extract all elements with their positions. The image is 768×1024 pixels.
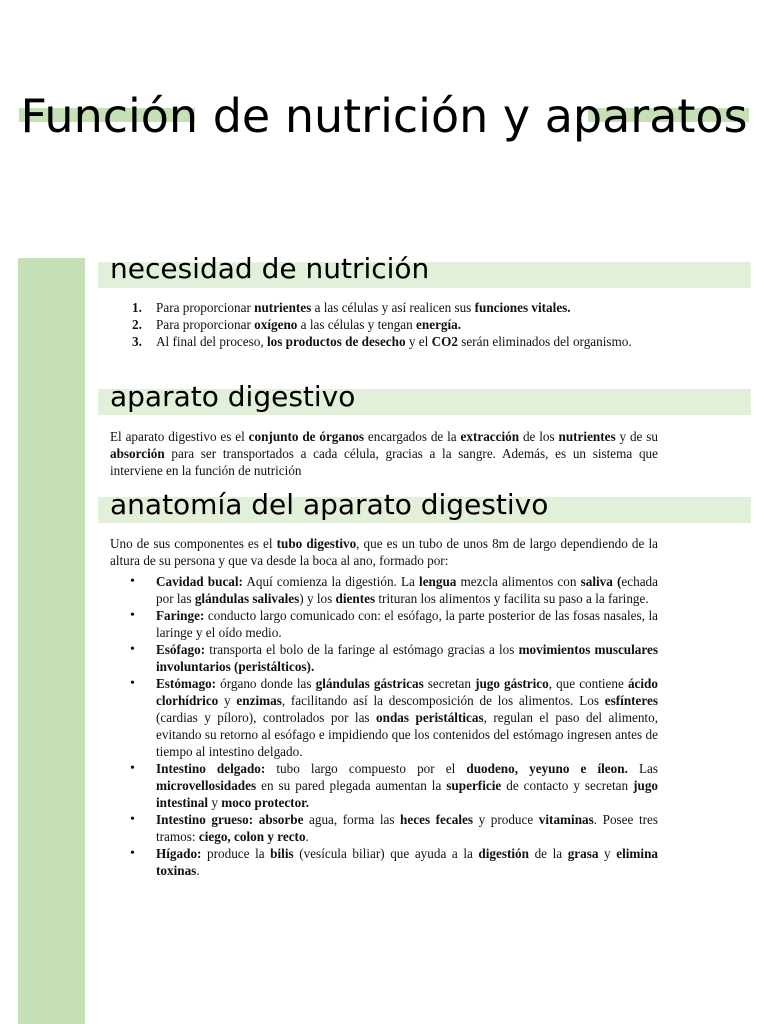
text-run: y de su: [615, 429, 658, 444]
bold-text: Esófago:: [156, 642, 206, 657]
bold-text: vitaminas: [538, 812, 594, 827]
text-run: órgano donde las: [216, 676, 316, 691]
bold-text: ondas peristálticas: [376, 710, 484, 725]
list-item: 2. Para proporcionar oxígeno a las células y tengan energía.: [132, 317, 462, 332]
text-run: El aparato digestivo es el: [110, 429, 249, 444]
bold-text: glándulas salivales: [194, 591, 300, 606]
bold-text: Faringe:: [156, 608, 205, 623]
nutrition-needs-list: [110, 299, 658, 350]
bold-text: conjunto de órganos: [248, 429, 365, 444]
section-2-heading: aparato digestivo: [110, 380, 356, 413]
bold-text: jugo intestinal: [156, 778, 659, 810]
bold-text: moco protector.: [221, 795, 310, 810]
bold-text: esfínteres: [604, 693, 659, 708]
bold-text: duodeno, yeyuno e íleon.: [466, 761, 628, 776]
text-run: . Posee tres tramos:: [156, 812, 659, 844]
text-run: .: [196, 863, 200, 878]
text-run: (vesícula biliar) que ayuda a la: [293, 846, 479, 861]
list-item: [110, 675, 658, 760]
text-run: Para proporcionar: [156, 317, 255, 332]
list-item: [110, 641, 658, 675]
text-run: a las células y tengan: [297, 317, 417, 332]
text-run: para ser transportados a cada célula, gracias a la sangre. Además, es un sistema que interviene en la función de nutrición: [110, 446, 658, 478]
text-run: ) y los: [299, 591, 336, 606]
text-run: mezcla alimentos con: [456, 574, 581, 589]
text-run: encargados de la: [364, 429, 461, 444]
bold-text: elimina toxinas: [156, 846, 658, 878]
text-run: .: [305, 829, 309, 844]
bold-text: Intestino delgado:: [156, 761, 266, 776]
text-run: (cardias y píloro), controlados por las: [156, 710, 377, 725]
bold-text: Estómago:: [156, 676, 217, 691]
text-run: y produce: [473, 812, 539, 827]
text-run: agua, forma las: [303, 812, 401, 827]
text-run: y: [218, 693, 237, 708]
bold-text: absorción: [110, 446, 165, 461]
section-3-heading: anatomía del aparato digestivo: [110, 488, 549, 521]
bold-text: grasa: [567, 846, 599, 861]
bold-text: superficie: [446, 778, 502, 793]
list-item: [110, 845, 658, 879]
section-1-heading: necesidad de nutrición: [110, 252, 430, 285]
text-run: y el: [405, 334, 432, 349]
bold-text: enzimas: [236, 693, 282, 708]
text-run: Al final del proceso,: [156, 334, 267, 349]
text-run: a las células y así realicen sus: [311, 300, 475, 315]
bold-text: bilis: [270, 846, 294, 861]
list-item: [110, 811, 658, 845]
bold-text: Intestino grueso: absorbe: [156, 812, 304, 827]
text-run: conducto largo comunicado con: el esófago, la parte posterior de las fosas nasales, la laringe y el oído medio.: [156, 608, 658, 640]
left-accent-bar: [18, 258, 85, 1024]
bold-text: nutrientes: [558, 429, 616, 444]
bold-text: Hígado:: [156, 846, 202, 861]
list-item: 3. Al final del proceso, los productos de desecho y el CO2 serán eliminados del organismo.: [132, 334, 632, 349]
bold-text: funciones vitales.: [474, 300, 571, 315]
text-run: y: [598, 846, 617, 861]
bold-text: lengua: [419, 574, 457, 589]
section-2-paragraph: [110, 428, 658, 479]
text-run: , regulan el paso del alimento, evitando su retorno al esófago e impidiendo que los contenidos del estómago ingresen antes de tiempo al intestino delgado.: [156, 710, 658, 759]
bold-text: CO2: [431, 334, 458, 349]
text-run: echada por las: [156, 574, 658, 606]
bold-text: saliva (: [580, 574, 622, 589]
text-run: trituran los alimentos y facilita su paso a la faringe.: [375, 591, 649, 606]
text-run: Uno de sus componentes es el: [110, 536, 277, 551]
section-2-content: [110, 428, 658, 479]
bold-text: heces fecales: [400, 812, 473, 827]
bold-text: movimientos musculares involuntarios (peristálticos).: [156, 642, 659, 674]
bold-text: digestión: [478, 846, 529, 861]
list-item: 1. Para proporcionar nutrientes a las células y así realicen sus funciones vitales.: [132, 300, 571, 315]
text-run: Aquí comienza la digestión. La: [242, 574, 420, 589]
bold-text: ciego, colon y recto: [198, 829, 306, 844]
bold-text: tubo digestivo: [276, 536, 357, 551]
bold-text: microvellosidades: [156, 778, 257, 793]
section-1-content: [110, 299, 658, 350]
bold-text: los productos de desecho: [266, 334, 406, 349]
section-3-content: [110, 535, 658, 879]
bold-text: nutrientes: [254, 300, 312, 315]
page-title: Función de nutrición y aparatos: [20, 89, 748, 143]
text-run: de la: [528, 846, 568, 861]
text-run: de los: [519, 429, 559, 444]
text-run: en su pared plegada aumentan la: [256, 778, 447, 793]
text-run: , que contiene: [548, 676, 628, 691]
list-item: [110, 573, 658, 607]
bold-text: energía.: [416, 317, 462, 332]
text-run: secretan: [423, 676, 476, 691]
bold-text: extracción: [460, 429, 520, 444]
section-3-paragraph: [110, 535, 658, 569]
bold-text: dientes: [335, 591, 376, 606]
bold-text: jugo gástrico: [475, 676, 549, 691]
text-run: serán eliminados del organismo.: [457, 334, 632, 349]
bold-text: ácido clorhídrico: [156, 676, 658, 708]
text-run: transporta el bolo de la faringe al estómago gracias a los: [205, 642, 519, 657]
text-run: Para proporcionar: [156, 300, 255, 315]
text-run: tubo largo compuesto por el: [265, 761, 467, 776]
text-run: Las: [627, 761, 659, 776]
text-run: , que es un tubo de unos 8m de largo dependiendo de la altura de su persona y que va desde la boca al ano, formado por:: [110, 536, 658, 568]
bold-text: glándulas gástricas: [315, 676, 424, 691]
text-run: , facilitando así la descomposición de los alimentos. Los: [281, 693, 605, 708]
bold-text: Cavidad bucal:: [156, 574, 243, 589]
bold-text: oxígeno: [254, 317, 298, 332]
text-run: de contacto y secretan: [501, 778, 634, 793]
list-item: [110, 607, 658, 641]
text-run: y: [208, 795, 222, 810]
text-run: produce la: [201, 846, 271, 861]
list-item: [110, 760, 658, 811]
digestive-organs-list: [110, 573, 658, 879]
